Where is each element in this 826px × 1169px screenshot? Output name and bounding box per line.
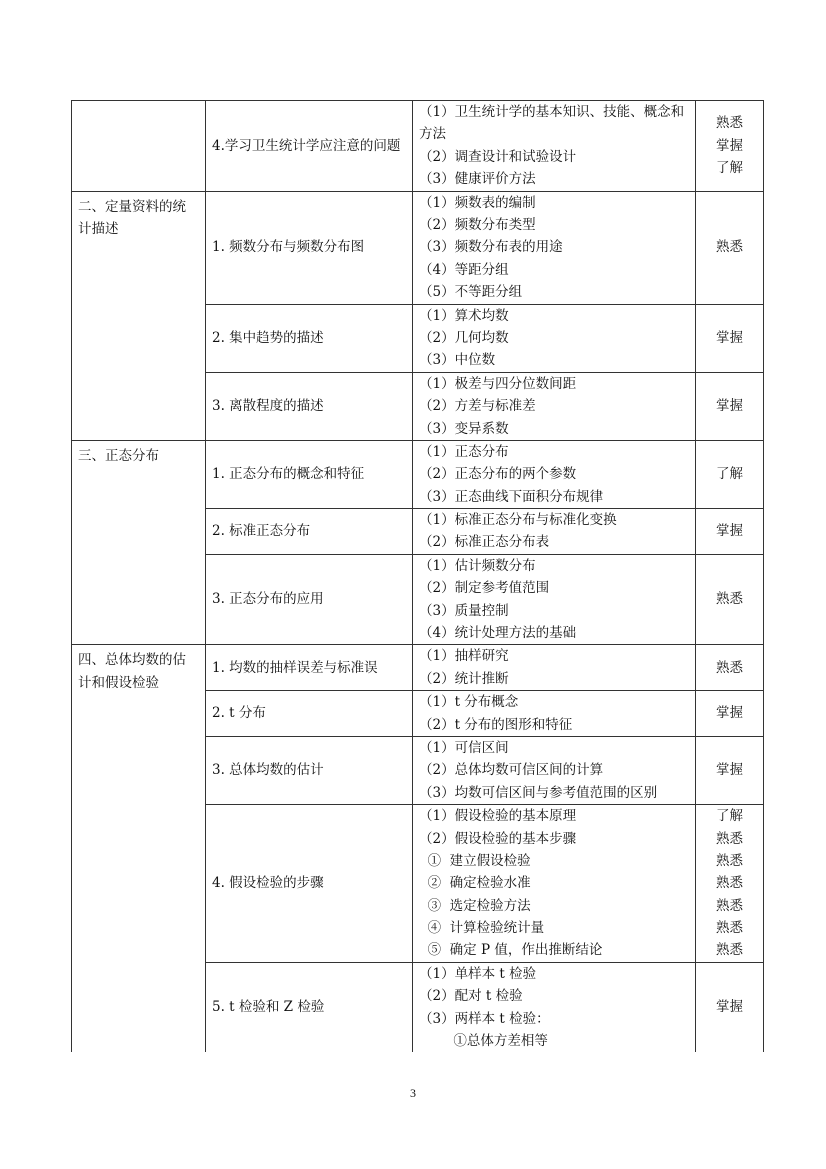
unit-cell (72, 440, 206, 645)
content-line: （3）中位数 (419, 352, 496, 369)
topic-title: 2. 集中趋势的描述 (212, 329, 324, 346)
requirement-level: 掌握 (716, 137, 743, 154)
content-line: （1）算术均数 (419, 307, 509, 324)
content-line: ①总体方差相等 (419, 1033, 548, 1050)
requirement-level: 掌握 (716, 705, 743, 722)
requirement-level: 掌握 (716, 523, 743, 540)
requirement-cell (696, 509, 764, 555)
unit-cell (72, 101, 206, 192)
requirement-cell (696, 101, 764, 192)
content-line: （5）不等距分组 (419, 284, 523, 301)
content-cell (413, 691, 696, 737)
topic-cell (206, 101, 413, 192)
content-line: （2）正态分布的两个参数 (419, 466, 577, 483)
topic-cell (206, 962, 413, 1052)
topic-title: 3. 正态分布的应用 (212, 591, 324, 608)
requirement-cell (696, 191, 764, 304)
topic-title: 5. t 检验和 Z 检验 (212, 999, 325, 1016)
content-line: （3）正态曲线下面积分布规律 (419, 488, 604, 505)
content-line: （2）制定参考值范围 (419, 580, 550, 597)
content-cell (413, 962, 696, 1052)
content-cell (413, 736, 696, 804)
content-line: （2）标准正态分布表 (419, 534, 550, 551)
topic-cell (206, 304, 413, 372)
table-row (72, 645, 764, 691)
content-line: （3）健康评价方法 (419, 171, 536, 188)
requirement-level: 了解 (716, 466, 743, 483)
topic-cell (206, 805, 413, 963)
requirement-level: 熟悉 (716, 115, 743, 132)
topic-cell (206, 645, 413, 691)
unit-title: 四、总体均数的估计和假设检验 (78, 652, 186, 691)
requirement-cell (696, 440, 764, 508)
content-line: （3）频数分布表的用途 (419, 239, 563, 256)
requirement-cell (696, 304, 764, 372)
content-line: （3）变异系数 (419, 420, 509, 437)
content-line: （1）估计频数分布 (419, 557, 536, 574)
requirement-level: 掌握 (716, 762, 743, 779)
content-line: ③ 选定检验方法 (419, 897, 531, 914)
requirement-cell (696, 691, 764, 737)
syllabus-table-body (72, 101, 764, 1053)
requirement-cell (696, 962, 764, 1052)
content-line: （1）抽样研究 (419, 648, 509, 665)
topic-title: 4.学习卫生统计学应注意的问题 (212, 137, 401, 154)
requirement-level: 熟悉 (716, 239, 743, 256)
content-line: （3）均数可信区间与参考值范围的区别 (419, 784, 658, 801)
unit-cell (72, 645, 206, 1053)
topic-cell (206, 554, 413, 645)
content-cell (413, 645, 696, 691)
requirement-cell (696, 645, 764, 691)
requirement-cell (696, 372, 764, 440)
content-line: ④ 计算检验统计量 (419, 920, 545, 937)
topic-title: 2. t 分布 (212, 705, 266, 722)
requirement-cell (696, 805, 764, 963)
requirement-level: 了解 (716, 159, 743, 176)
table-row (72, 440, 764, 508)
syllabus-table (71, 100, 764, 1052)
content-line: （2）几何均数 (419, 329, 509, 346)
content-cell (413, 304, 696, 372)
unit-title: 三、正态分布 (78, 447, 159, 464)
content-line: （2）调查设计和试验设计 (419, 148, 577, 165)
requirement-level: 熟悉 (716, 942, 743, 959)
requirement-level: 熟悉 (716, 920, 743, 937)
topic-cell (206, 440, 413, 508)
content-line: （1）可信区间 (419, 739, 509, 756)
content-line: （2）假设检验的基本步骤 (419, 830, 577, 847)
content-line: ① 建立假设检验 (419, 852, 531, 869)
requirement-level: 熟悉 (716, 875, 743, 892)
content-line: （1）频数表的编制 (419, 194, 536, 211)
content-line: ② 确定检验水准 (419, 875, 531, 892)
unit-title: 二、定量资料的统计描述 (78, 198, 186, 237)
content-line: （2）统计推断 (419, 670, 509, 687)
content-line: （2）配对 t 检验 (419, 988, 523, 1005)
requirement-level: 熟悉 (716, 591, 743, 608)
content-line: （2）总体均数可信区间的计算 (419, 762, 604, 779)
unit-cell (72, 191, 206, 440)
content-line: （1）单样本 t 检验 (419, 965, 537, 982)
topic-cell (206, 736, 413, 804)
table-row (72, 101, 764, 192)
topic-title: 2. 标准正态分布 (212, 523, 311, 540)
topic-cell (206, 691, 413, 737)
content-line: （4）统计处理方法的基础 (419, 625, 577, 642)
requirement-level: 熟悉 (716, 897, 743, 914)
content-cell (413, 554, 696, 645)
content-cell (413, 440, 696, 508)
topic-cell (206, 372, 413, 440)
content-line: （3）质量控制 (419, 602, 509, 619)
content-line: （1）极差与四分位数间距 (419, 375, 577, 392)
content-cell (413, 191, 696, 304)
topic-title: 4. 假设检验的步骤 (212, 875, 324, 892)
topic-title: 3. 总体均数的估计 (212, 762, 324, 779)
requirement-cell (696, 554, 764, 645)
requirement-cell (696, 736, 764, 804)
topic-title: 1. 频数分布与频数分布图 (212, 239, 365, 256)
content-line: （3）两样本 t 检验： (419, 1010, 550, 1027)
content-line: （1）卫生统计学的基本知识、技能、概念和方法 (419, 104, 685, 143)
page-number: 3 (410, 1086, 416, 1100)
content-line: ⑤ 确定 P 值，作出推断结论 (419, 942, 603, 959)
content-line: （2）t 分布的图形和特征 (419, 716, 573, 733)
content-line: （1）正态分布 (419, 443, 509, 460)
content-line: （1）t 分布概念 (419, 694, 519, 711)
requirement-level: 熟悉 (716, 830, 743, 847)
content-cell (413, 805, 696, 963)
content-line: （1）假设检验的基本原理 (419, 808, 577, 825)
content-cell (413, 509, 696, 555)
requirement-level: 掌握 (716, 999, 743, 1016)
topic-title: 3. 离散程度的描述 (212, 398, 324, 415)
topic-cell (206, 509, 413, 555)
requirement-level: 掌握 (716, 329, 743, 346)
content-line: （2）频数分布类型 (419, 216, 536, 233)
requirement-level: 掌握 (716, 398, 743, 415)
topic-title: 1. 正态分布的概念和特征 (212, 466, 365, 483)
requirement-level: 熟悉 (716, 659, 743, 676)
topic-cell (206, 191, 413, 304)
content-line: （1）标准正态分布与标准化变换 (419, 512, 617, 529)
requirement-level: 熟悉 (716, 852, 743, 869)
content-cell (413, 101, 696, 192)
topic-title: 1. 均数的抽样误差与标准误 (212, 659, 378, 676)
content-line: （2）方差与标准差 (419, 398, 536, 415)
content-cell (413, 372, 696, 440)
table-row (72, 191, 764, 304)
requirement-level: 了解 (716, 808, 743, 825)
content-line: （4）等距分组 (419, 261, 509, 278)
